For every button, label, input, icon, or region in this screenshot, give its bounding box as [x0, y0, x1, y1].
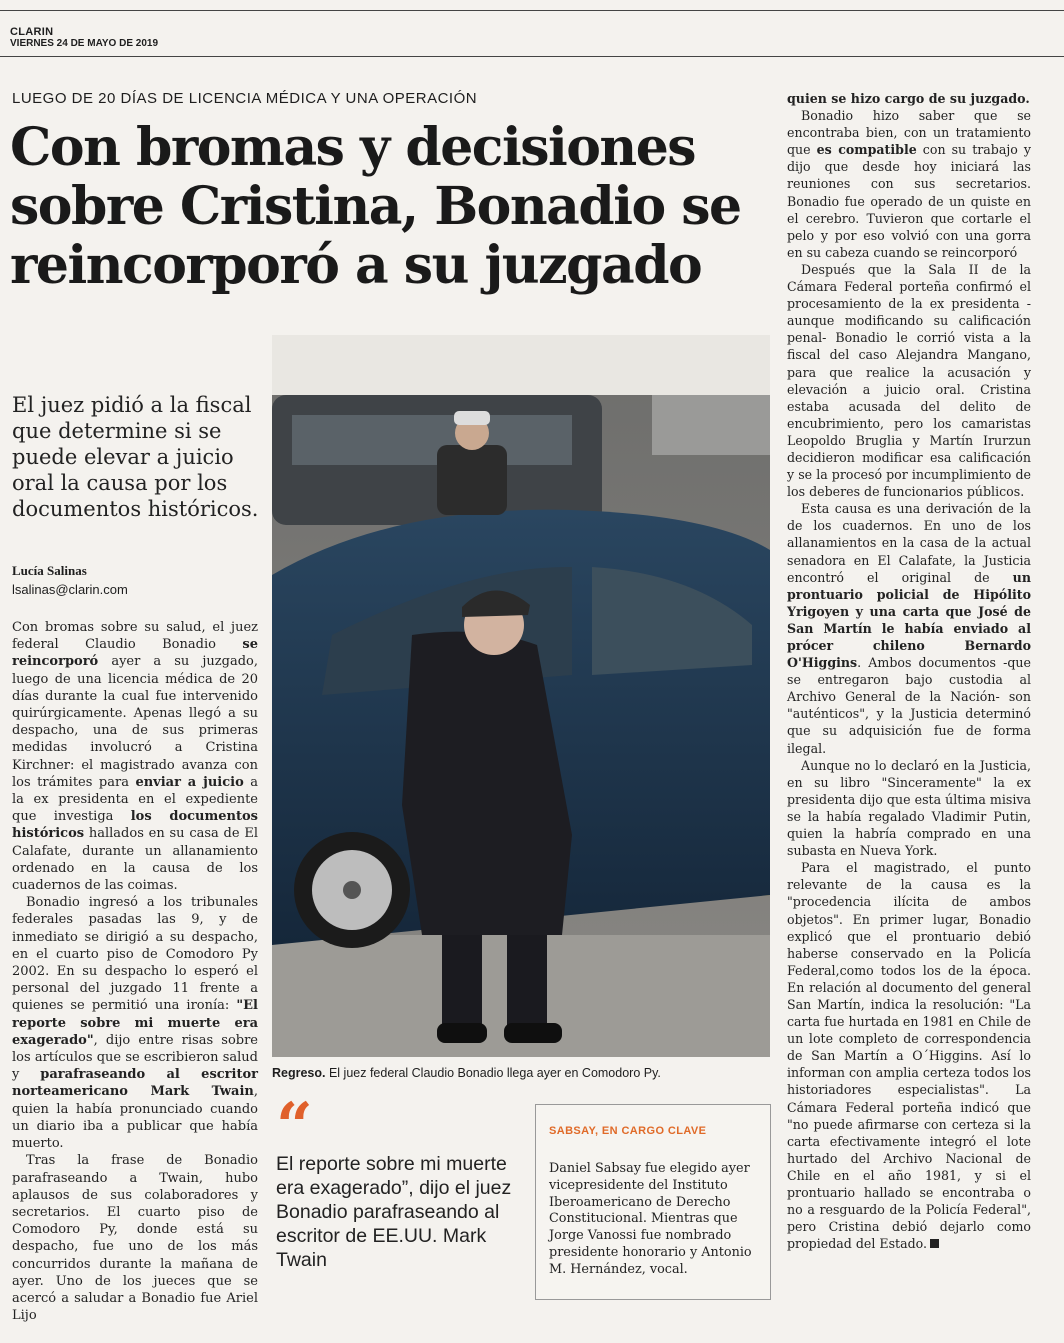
kicker: LUEGO DE 20 DÍAS DE LICENCIA MÉDICA Y UNA OPERACIÓN: [12, 90, 478, 107]
photo-illustration: [272, 335, 770, 1057]
quote-mark-icon: “: [276, 1089, 313, 1164]
deck-subtitle: El juez pidió a la fiscal que determine si se puede elevar a juicio oral la causa por los documentos históricos.: [12, 393, 259, 521]
pull-quote: El reporte sobre mi muerte era exagerado”, dijo el juez Bonadio parafraseando al escritor de EE.UU. Mark Twain: [276, 1153, 512, 1271]
sidebar-box: [535, 1104, 771, 1300]
sidebar-title: SABSAY, EN CARGO CLAVE: [549, 1125, 707, 1137]
photo-caption: Regreso. El juez federal Claudio Bonadio llega ayer en Comodoro Py.: [272, 1066, 661, 1080]
photo-bonadio-arrival: [272, 335, 770, 1057]
sidebar-body: Daniel Sabsay fue elegido ayer vicepresidente del Instituto Iberoamericano de Derecho Constitucional. Mientras que Jorge Vanossi fue nombrado presidente honorario y Antonio M. Hernández, vocal.: [549, 1161, 752, 1277]
byline-author: Lucía Salinas: [12, 563, 87, 578]
paragraph: Aunque no lo declaró en la Justicia, en su libro "Sinceramente" la ex presidenta dijo que esta última misiva se la había regalado Vladimir Putin, quien la habría comprado en una subasta en Nueva York.: [787, 757, 1031, 859]
paragraph: Bonadio ingresó a los tribunales federales pasadas las 9, y de inmediato se dirigió a su despacho, en el cuarto piso de Comodoro Py 2002. En su despacho lo esperó el personal del juzgado 11 frente a quienes se permitió una ironía: "El reporte sobre mi muerte era exagerado", dijo entre risas sobre los artículos que se escribieron salud y parafraseando al escritor norteamericano Mark Twain, quien la había pronunciado cuando un diario iba a publicar que había muerto.: [12, 895, 258, 1152]
headline-line-3: reincorporó a su juzgado: [10, 235, 702, 296]
paragraph: Con bromas sobre su salud, el juez federal Claudio Bonadio se reincorporó ayer a su juzgado, luego de una licencia médica de 20 días durante la cual fue intervenido quirúrgicamente. Apenas llegó a su despacho, una de sus primeras medidas involucró a Cristina Kirchner: el magistrado avanza con los trámites para enviar a juicio a la ex presidenta en el expediente que investiga los documentos históricos hallados en su casa de El Calafate, durante un allanamiento ordenado en la causa de los cuadernos de las coimas.: [12, 620, 258, 894]
paragraph: quien se hizo cargo de su juzgado.: [787, 91, 1030, 106]
paragraph: Después que la Sala II de la Cámara Federal porteña confirmó el procesamiento de la ex presidenta -aunque modificando su calificación penal- Bonadio le corrió vista a la fiscal del caso Alejandra Mangano, para que realice la acusación y elevación a juicio oral. Cristina estaba acusada del delito de encubrimiento, pero los camaristas Leopoldo Bruglia y Martín Irurzun decidieron modificar esa calificación y se la procesó por incumplimiento de los deberes de funcionarios públicos.: [787, 261, 1031, 500]
paragraph: Tras la frase de Bonadio parafraseando a Twain, hubo aplausos de sus colaboradores y secretarios. El cuarto piso de Comodoro Py, donde está su despacho, fue uno de los más concurridos durante la mañana de ayer. Uno de los jueces que se acercó a saludar a Bonadio fue Ariel Lijo: [12, 1153, 258, 1324]
headline-line-2: sobre Cristina, Bonadio se: [10, 176, 741, 237]
article-column-3: [787, 90, 1031, 1252]
masthead-rule: [0, 56, 1064, 57]
article-column-1: [12, 619, 258, 1324]
paragraph: Para el magistrado, el punto relevante de la causa es la "procedencia ilícita de ambos objetos". En primer lugar, Bonadio explicó que el prontuario debió haberse conservado en la Policía Federal,como todos los de la época. En relación al documento del general San Martín, indica la resolución: "La carta fue hurtada en 1981 en Chile de un lote completo de correspondencia de San Martín a O´Higgins. Así lo informan con amplia certeza todos los historiadores especialistas". La Cámara Federal porteña indicó que "no puede afirmarse con certeza si la carta efectivamente integró el lote hurtado del Archivo Nacional de Chile en el año 1981, y si el prontuario hallado se encontraba o no a resguardo de la Policía Federal", pero Cristina debió dejarlo como propiedad del Estado.: [787, 860, 1031, 1252]
masthead-paper-name: CLARIN: [10, 26, 54, 38]
headline: [10, 118, 780, 295]
end-mark-icon: [930, 1239, 939, 1248]
paragraph: Bonadio hizo saber que se encontraba bien, con un tratamiento que es compatible con su trabajo y dijo que desde hoy iniciará las reuniones con sus secretarios. Bonadio fue operado de un quiste en el cerebro. Tuvieron que cortarle el pelo y por eso volvió con una gorra en su cabeza cuando se reincorporó: [787, 108, 1031, 260]
paragraph: Esta causa es una derivación de la de los cuadernos. En uno de los allanamientos en la casa de la actual senadora en El Calafate, la Justicia encontró el original de un prontuario policial de Hipólito Yrigoyen y una carta que José de San Martín le había enviado al prócer chileno Bernardo O'Higgins. Ambos documentos -que se entregaron bajo custodia al Archivo General de la Nación- son "auténticos", y la Justicia determinó que su adquisición fue de forma ilegal.: [787, 501, 1031, 756]
masthead-date: VIERNES 24 DE MAYO DE 2019: [10, 38, 159, 49]
top-rule: [0, 10, 1064, 11]
byline-email[interactable]: lsalinas@clarin.com: [12, 582, 128, 597]
headline-line-1: Con bromas y decisiones: [10, 117, 696, 178]
